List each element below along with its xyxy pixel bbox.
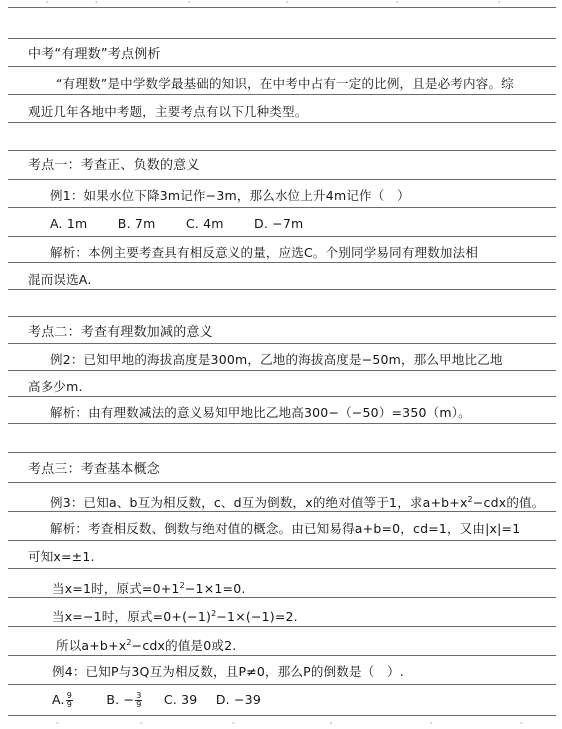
ruled-line [8, 66, 556, 67]
example1-question: 例1：如果水位下降3m记作−3m，那么水位上升4m记作（ ） [50, 188, 410, 203]
ruled-line [8, 511, 556, 512]
page-title: 中考“有理数”考点例析 [28, 47, 161, 62]
conclusion: 所以$a+b+x^2-cdx$的值是0或2. [56, 638, 237, 653]
ruled-line [8, 568, 556, 569]
option-c: C. 39 [163, 692, 198, 707]
ruled-line [8, 236, 556, 237]
ruled-line [8, 289, 556, 290]
ruled-line [8, 423, 556, 424]
ruled-line [8, 7, 556, 8]
case-x-equals-1: 当x=1时，原式$=0+1^2-1\times 1=0$. [52, 581, 246, 596]
example2-line-1: 例2：已知甲地的海拔高度是300m，乙地的海拔高度是−50m，那么甲地比乙地 [50, 352, 503, 367]
fraction-b: $\frac{3}{9}$ [136, 691, 142, 709]
example1-options [50, 216, 303, 232]
margin-tick: ˌ [330, 716, 333, 725]
intro-line-2: 观近几年各地中考题，主要考点有以下几种类型。 [28, 104, 308, 119]
margin-tick: ˌ [232, 716, 235, 725]
analysis2: 解析：由有理数减法的意义易知甲地比乙地高300−（−50）=350（m）。 [50, 405, 471, 420]
option-d: D. −39 [215, 692, 261, 707]
ruled-line [8, 370, 556, 371]
margin-tick: ˈ [498, 0, 501, 9]
analysis1-line-2: 混而误选A. [28, 272, 92, 287]
option-a: A. $\frac{9}{9}$ [52, 691, 73, 709]
ruled-line [8, 122, 556, 123]
analysis1-line-1: 解析：本例主要考查具有相反意义的量，应选C。个别同学易同有理数加法相 [50, 245, 479, 260]
exponent-2: 2 [179, 581, 185, 590]
fraction-a: $\frac{9}{9}$ [66, 691, 73, 709]
ruled-line [8, 597, 556, 598]
option-a: A. 1m [50, 216, 88, 231]
margin-tick: ˈ [396, 0, 399, 9]
analysis3-line-1: 解析：考查相反数、倒数与绝对值的概念。由已知易得a+b=0，cd=1，又由|x|=1 [50, 521, 521, 536]
case-x-equals-neg1: 当x=−1时，原式$=0+(-1)^2-1\times(-1)=2$. [52, 609, 298, 624]
analysis3-line-2: 可知x=±1. [28, 549, 95, 564]
example3-question: 例3：已知a、b互为相反数，c、d互为倒数，x的绝对值等于1，求$a+b+x^2-cdx$的值。 [50, 495, 545, 510]
option-b: B. 7m [117, 216, 156, 231]
ruled-line [8, 150, 556, 151]
option-d: D. −7m [254, 216, 304, 231]
option-c: C. 4m [185, 216, 224, 231]
ruled-line [8, 38, 556, 39]
exponent-2: 2 [211, 609, 217, 618]
option-b: B. − $\frac{3}{9}$ [106, 691, 142, 709]
margin-tick: ˌ [520, 716, 523, 725]
margin-tick: ˈ [188, 0, 191, 9]
ruled-line [8, 396, 556, 397]
ruled-line [8, 207, 556, 208]
example4-question: 例4：已知P与3Q互为相反数，且P≠0，那么P的倒数是（ ）. [52, 664, 404, 679]
example2-line-2: 高多少m. [28, 379, 83, 394]
ruled-line [8, 343, 556, 344]
margin-tick: ˌ [56, 716, 59, 725]
exponent-2: 2 [467, 495, 473, 504]
ruled-line [8, 482, 556, 483]
ruled-line [8, 179, 556, 180]
ruled-line [8, 316, 556, 317]
margin-tick: ˈ [286, 0, 289, 9]
section2-heading: 考点二：考查有理数加减的意义 [28, 325, 213, 340]
margin-tick: ˈ [46, 0, 49, 9]
ruled-line [8, 452, 556, 453]
margin-tick: ˌ [430, 716, 433, 725]
exponent-2: 2 [126, 638, 132, 647]
ruled-line [8, 655, 556, 656]
section3-heading: 考点三：考查基本概念 [28, 462, 161, 477]
ruled-line [8, 626, 556, 627]
ruled-line [8, 540, 556, 541]
margin-tick: ˌ [140, 716, 143, 725]
ruled-line [8, 94, 556, 95]
intro-line-1: “有理数”是中学数学最基础的知识，在中考中占有一定的比例，且是必考内容。综 [56, 76, 514, 91]
ruled-line [8, 715, 556, 716]
ruled-line [8, 262, 556, 263]
margin-tick: ˈ [95, 0, 98, 9]
section1-heading: 考点一：考查正、负数的意义 [28, 158, 200, 173]
example4-options [52, 692, 261, 709]
ruled-line [8, 684, 556, 685]
